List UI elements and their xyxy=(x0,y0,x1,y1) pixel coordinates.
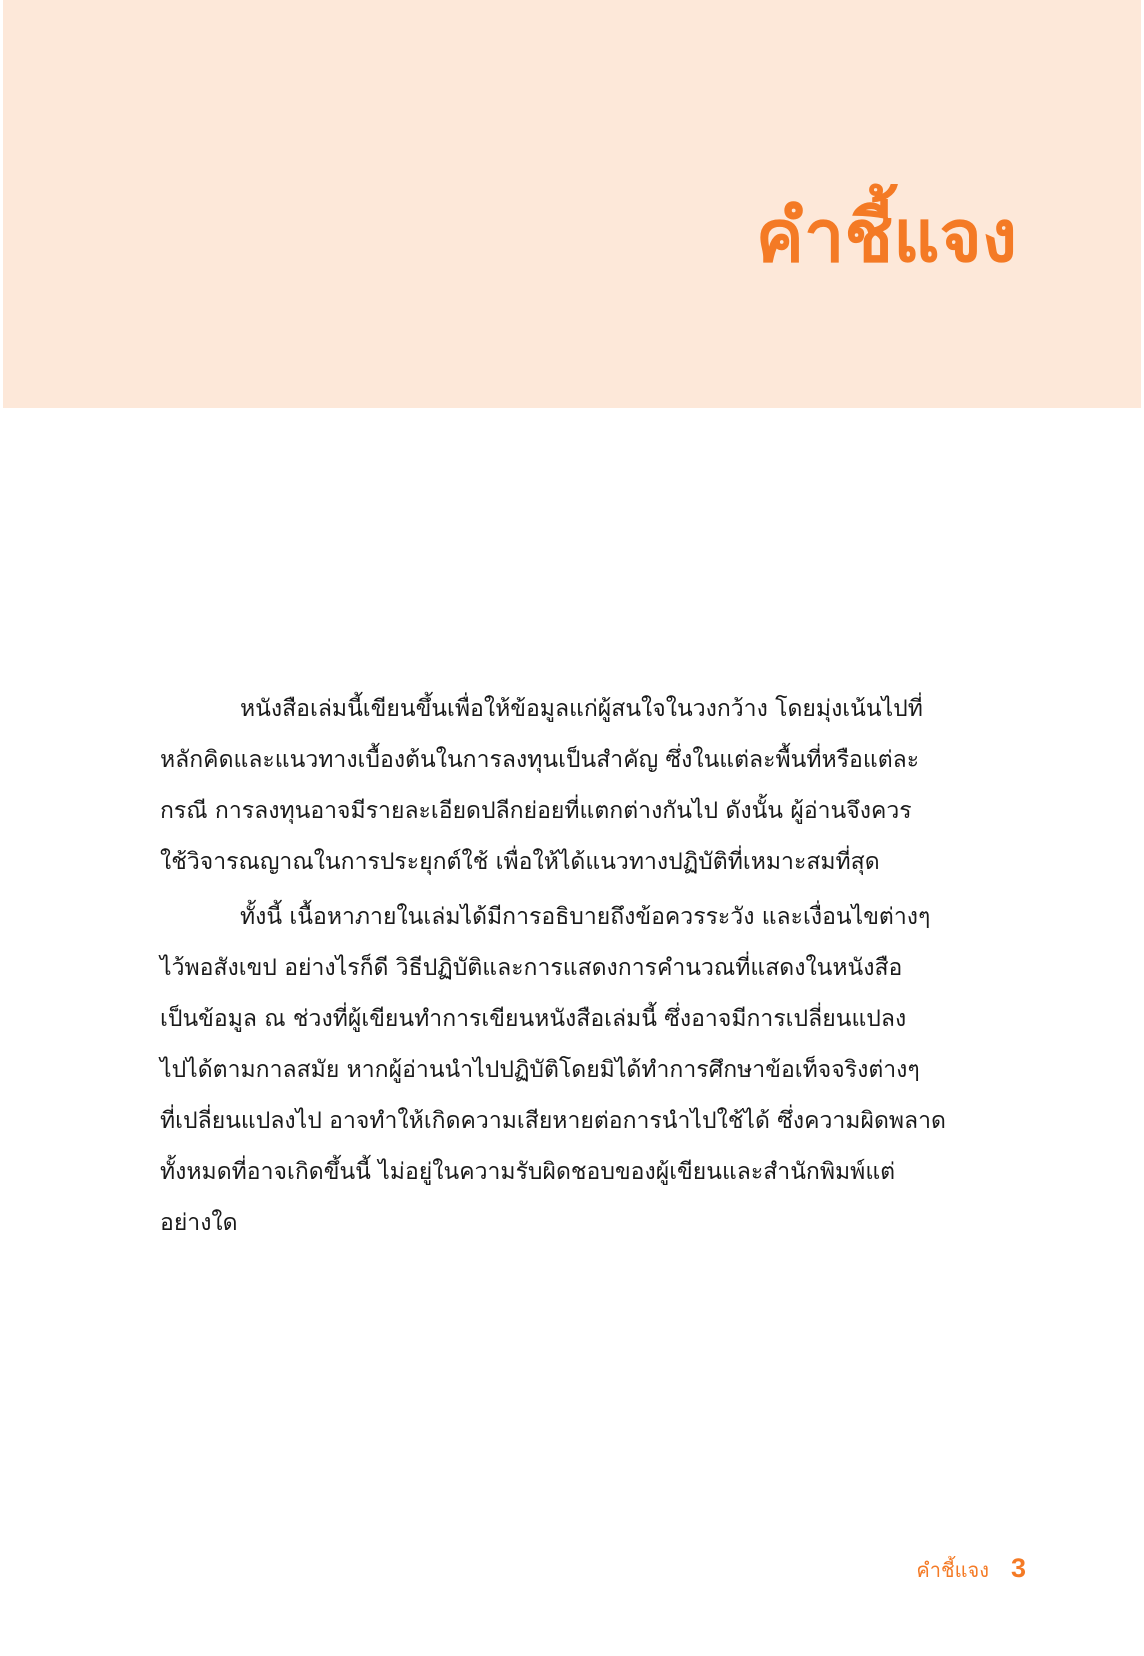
body-text xyxy=(160,684,1022,1249)
paragraph-line: หลักคิดและแนวทางเบื้องต้นในการลงทุนเป็นสำคัญ ซึ่งในแต่ละพื้นที่หรือแต่ละ xyxy=(160,747,920,773)
paragraph-line: ทั้งนี้ เนื้อหาภายในเล่มได้มีการอธิบายถึงข้อควรระวัง และเงื่อนไขต่างๆ xyxy=(240,904,931,930)
paragraph-line: เป็นข้อมูล ณ ช่วงที่ผู้เขียนทำการเขียนหนังสือเล่มนี้ ซึ่งอาจมีการเปลี่ยนแปลง xyxy=(160,1006,907,1032)
paragraph-line: ไว้พอสังเขป อย่างไรก็ดี วิธีปฏิบัติและการแสดงการคำนวณที่แสดงในหนังสือ xyxy=(160,955,903,981)
paragraph-line: กรณี การลงทุนอาจมีรายละเอียดปลีกย่อยที่แตกต่างกันไป ดังนั้น ผู้อ่านจึงควร xyxy=(160,798,912,824)
page-footer xyxy=(916,1553,1026,1586)
footer-section-label: คำชี้แจง xyxy=(916,1558,989,1582)
paragraph-line: ไปได้ตามกาลสมัย หากผู้อ่านนำไปปฏิบัติโดยมิได้ทำการศึกษาข้อเท็จจริงต่างๆ xyxy=(160,1057,920,1083)
header-band xyxy=(3,0,1141,408)
paragraph-1 xyxy=(160,684,1022,888)
paragraph-line: อย่างใด xyxy=(160,1210,238,1236)
paragraph-line: ใช้วิจารณญาณในการประยุกต์ใช้ เพื่อให้ได้แนวทางปฏิบัติที่เหมาะสมที่สุด xyxy=(160,849,880,875)
paragraph-line: ที่เปลี่ยนแปลงไป อาจทำให้เกิดความเสียหายต่อการนำไปใช้ได้ ซึ่งความผิดพลาด xyxy=(160,1108,946,1134)
page-title: คำชี้แจง xyxy=(755,194,1017,278)
paragraph-2 xyxy=(160,892,1022,1249)
page-number: 3 xyxy=(1010,1553,1026,1583)
paragraph-line: ทั้งหมดที่อาจเกิดขึ้นนี้ ไม่อยู่ในความรับผิดชอบของผู้เขียนและสำนักพิมพ์แต่ xyxy=(160,1159,896,1185)
paragraph-line: หนังสือเล่มนี้เขียนขึ้นเพื่อให้ข้อมูลแก่ผู้สนใจในวงกว้าง โดยมุ่งเน้นไปที่ xyxy=(240,696,923,722)
